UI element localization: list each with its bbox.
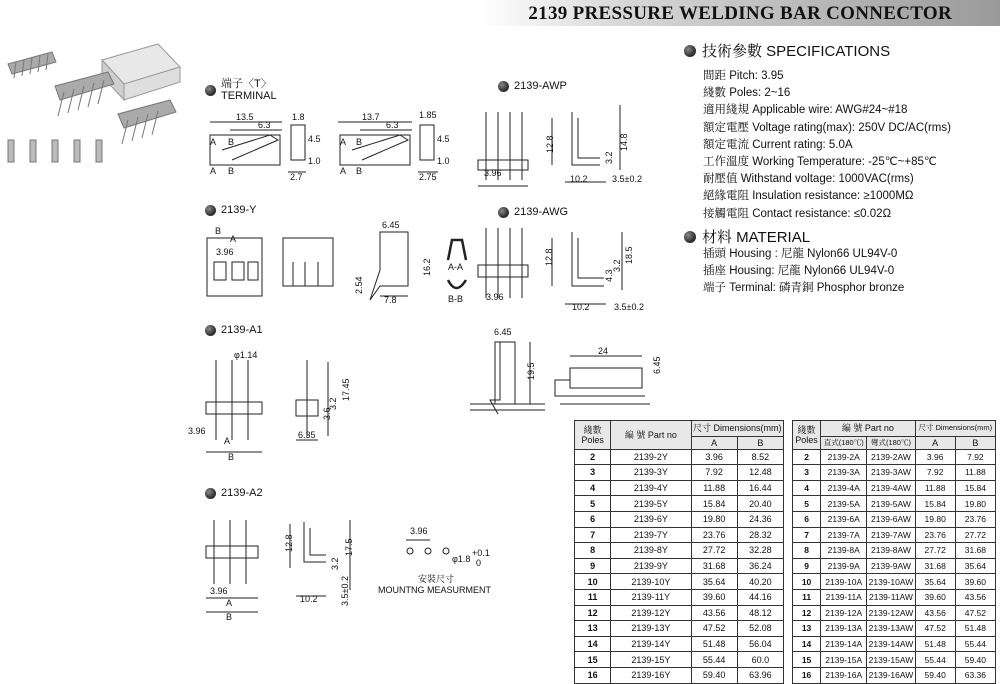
svg-text:3.96: 3.96 xyxy=(486,292,504,302)
spec-item: 間距 Pitch: 3.95 xyxy=(703,70,784,82)
spec-item: 適用綫規 Applicable wire: AWG#24~#18 xyxy=(703,104,908,117)
table-cell: 2139-14AW xyxy=(867,636,915,652)
svg-text:A: A xyxy=(340,137,347,147)
table-cell: 32.28 xyxy=(737,543,783,559)
table-cell: 23.76 xyxy=(915,527,955,543)
table-row xyxy=(793,449,996,465)
table-cell: 2139-16AW xyxy=(867,667,915,683)
table-cell: 2139-4AW xyxy=(867,480,915,496)
svg-text:6.3: 6.3 xyxy=(258,120,271,130)
table-cell: 47.52 xyxy=(691,621,737,637)
table-cell: 55.44 xyxy=(691,652,737,668)
table-cell: 27.72 xyxy=(915,543,955,559)
table-row xyxy=(575,574,784,590)
svg-text:1.8: 1.8 xyxy=(292,112,305,122)
table-row xyxy=(793,527,996,543)
material-item: 插座 Housing: 尼龍 Nylon66 UL94V-0 xyxy=(703,265,895,278)
svg-text:6.3: 6.3 xyxy=(386,120,399,130)
table-row xyxy=(575,621,784,637)
table-cell: 39.60 xyxy=(955,574,995,590)
table-cell: 51.48 xyxy=(955,621,995,637)
svg-text:17.5: 17.5 xyxy=(344,538,354,556)
table-cell: 3.96 xyxy=(915,449,955,465)
table-row xyxy=(575,589,784,605)
table-row xyxy=(575,449,784,465)
table-cell: 14 xyxy=(793,636,821,652)
svg-text:3.2: 3.2 xyxy=(604,151,614,164)
header-dim: 尺寸 Dimensions(mm) xyxy=(691,421,783,437)
table-cell: 2139-10Y xyxy=(611,574,691,590)
table-row xyxy=(575,496,784,512)
table-row xyxy=(793,496,996,512)
table-cell: 4 xyxy=(793,480,821,496)
table-cell: 35.64 xyxy=(691,574,737,590)
table-cell: 2139-10A xyxy=(821,574,867,590)
table-cell: 2139-3Y xyxy=(611,465,691,481)
svg-text:A: A xyxy=(224,436,231,446)
svg-text:B: B xyxy=(356,166,363,176)
table-cell: 43.56 xyxy=(691,605,737,621)
table-cell: 2139-13AW xyxy=(867,621,915,637)
svg-text:13.5: 13.5 xyxy=(236,112,254,122)
table-cell: 2139-2AW xyxy=(867,449,915,465)
spec-item: 額定電壓 Voltage rating(max): 250V DC/AC(rms) xyxy=(703,121,951,134)
spec-item: 綫數 Poles: 2~16 xyxy=(703,87,791,100)
table-row xyxy=(793,621,996,637)
table-row xyxy=(575,480,784,496)
svg-text:3.96: 3.96 xyxy=(188,426,206,436)
table-row xyxy=(575,465,784,481)
table-cell: 35.64 xyxy=(955,558,995,574)
header-poles: 綫數 Poles xyxy=(793,421,821,450)
table-cell: 9 xyxy=(793,558,821,574)
svg-text:4.5: 4.5 xyxy=(437,134,450,144)
table-cell: 16.44 xyxy=(737,480,783,496)
mounting-pattern xyxy=(406,540,449,554)
table-cell: 2139-13A xyxy=(821,621,867,637)
table-cell: 9 xyxy=(575,558,611,574)
svg-text:0: 0 xyxy=(476,558,482,568)
table-cell: 13 xyxy=(793,621,821,637)
table-cell: 7.92 xyxy=(691,465,737,481)
svg-text:14.8: 14.8 xyxy=(619,133,629,151)
table-cell: 2139-7A xyxy=(821,527,867,543)
table-cell: 6 xyxy=(793,511,821,527)
svg-text:+0.1: +0.1 xyxy=(472,548,490,558)
table-row xyxy=(575,511,784,527)
table-cell: 39.60 xyxy=(915,589,955,605)
svg-text:3.2: 3.2 xyxy=(612,259,622,272)
table-cell: 11.88 xyxy=(691,480,737,496)
table-cell: 24.36 xyxy=(737,511,783,527)
table-cell: 14 xyxy=(575,636,611,652)
table-cell: 11.88 xyxy=(915,480,955,496)
table-cell: 2139-15AW xyxy=(867,652,915,668)
table-cell: 16 xyxy=(793,667,821,683)
spec-item: 工作溫度 Working Temperature: -25℃~+85℃ xyxy=(703,156,937,169)
table-cell: 2139-3AW xyxy=(867,465,915,481)
table-cell: 2139-11A xyxy=(821,589,867,605)
svg-text:3.96: 3.96 xyxy=(210,586,228,596)
table-cell: 2139-13Y xyxy=(611,621,691,637)
header-dim: 尺寸 Dimensions(mm) xyxy=(915,421,995,437)
table-cell: 55.44 xyxy=(955,636,995,652)
table-cell: 11.88 xyxy=(955,465,995,481)
table-cell: 12 xyxy=(793,605,821,621)
spec-item: 接觸電阻 Contact resistance: ≤0.02Ω xyxy=(703,207,892,220)
svg-text:24: 24 xyxy=(598,346,609,356)
table-row xyxy=(793,636,996,652)
svg-text:6.45: 6.45 xyxy=(382,220,400,230)
table-cell: 2139-8Y xyxy=(611,543,691,559)
table-row xyxy=(793,652,996,668)
svg-text:18.5: 18.5 xyxy=(624,246,634,264)
bullet-icon xyxy=(684,231,696,243)
svg-text:2.7: 2.7 xyxy=(290,172,303,182)
table-cell: 63.96 xyxy=(737,667,783,683)
spec-item: 耐壓值 Withstand voltage: 1000VAC(rms) xyxy=(703,173,914,186)
table-cell: 2139-10AW xyxy=(867,574,915,590)
svg-text:B: B xyxy=(228,452,235,462)
table-cell: 36.24 xyxy=(737,558,783,574)
table-cell: 4 xyxy=(575,480,611,496)
svg-text:3.96: 3.96 xyxy=(484,168,502,178)
awg-label: 2139-AWG xyxy=(498,206,568,218)
header-b: B xyxy=(955,436,995,449)
table-cell: 15 xyxy=(793,652,821,668)
table-cell: 7 xyxy=(575,527,611,543)
table-cell: 2139-7AW xyxy=(867,527,915,543)
table-cell: 2139-6A xyxy=(821,511,867,527)
header-bent: 彎式(180℃) xyxy=(867,436,915,449)
table-row xyxy=(575,543,784,559)
table-cell: 2139-11AW xyxy=(867,589,915,605)
a2-label: 2139-A2 xyxy=(205,487,263,499)
table-cell: 27.72 xyxy=(691,543,737,559)
table-cell: 6 xyxy=(575,511,611,527)
table-cell: 2139-8AW xyxy=(867,543,915,559)
table-cell: 15.84 xyxy=(691,496,737,512)
table-row xyxy=(575,605,784,621)
table-cell: 7 xyxy=(793,527,821,543)
table-row xyxy=(793,511,996,527)
svg-text:3.5±0.2: 3.5±0.2 xyxy=(340,576,350,606)
svg-text:B: B xyxy=(228,166,235,176)
svg-text:1.0: 1.0 xyxy=(308,156,321,166)
table-cell: 59.40 xyxy=(915,667,955,683)
table-cell: 2139-4Y xyxy=(611,480,691,496)
table-cell: 35.64 xyxy=(915,574,955,590)
table-cell: 59.40 xyxy=(691,667,737,683)
table-row xyxy=(793,480,996,496)
svg-text:B: B xyxy=(215,226,222,236)
table-cell: 2139-12Y xyxy=(611,605,691,621)
header-a: A xyxy=(915,436,955,449)
header-poles: 綫數 Poles xyxy=(575,421,611,450)
table-cell: 2139-3A xyxy=(821,465,867,481)
bullet-icon xyxy=(684,45,696,57)
table-cell: 55.44 xyxy=(915,652,955,668)
specifications-heading: 技術參數 SPECIFICATIONS xyxy=(684,40,890,61)
header-part: 編 號 Part no xyxy=(821,421,915,437)
svg-text:φ1.8: φ1.8 xyxy=(452,554,471,564)
table-cell: 2139-6AW xyxy=(867,511,915,527)
svg-text:13.7: 13.7 xyxy=(362,112,380,122)
table-cell: 2139-9Y xyxy=(611,558,691,574)
table-row xyxy=(793,605,996,621)
table-cell: 16 xyxy=(575,667,611,683)
table-cell: 2 xyxy=(575,449,611,465)
svg-text:10.2: 10.2 xyxy=(300,594,318,604)
header-a: A xyxy=(691,436,737,449)
table-cell: 2139-15Y xyxy=(611,652,691,668)
table-cell: 2139-5A xyxy=(821,496,867,512)
table-cell: 11 xyxy=(793,589,821,605)
page-title: 2139 PRESSURE WELDING BAR CONNECTOR xyxy=(528,3,952,24)
table-cell: 8 xyxy=(793,543,821,559)
table-cell: 2139-4A xyxy=(821,480,867,496)
table-cell: 23.76 xyxy=(955,511,995,527)
table-cell: 2139-16A xyxy=(821,667,867,683)
table-cell: 5 xyxy=(575,496,611,512)
svg-text:A-A: A-A xyxy=(448,262,464,272)
table-cell: 60.0 xyxy=(737,652,783,668)
svg-text:2.75: 2.75 xyxy=(419,172,437,182)
svg-text:4.3: 4.3 xyxy=(604,269,614,282)
table-cell: 7.92 xyxy=(955,449,995,465)
bullet-icon xyxy=(205,488,216,499)
table-cell: 47.52 xyxy=(955,605,995,621)
svg-text:4.5: 4.5 xyxy=(308,134,321,144)
svg-text:12.8: 12.8 xyxy=(284,534,294,552)
y-label: 2139-Y xyxy=(205,204,256,216)
table-cell: 63.36 xyxy=(955,667,995,683)
table-cell: 2139-11Y xyxy=(611,589,691,605)
table-cell: 2139-5Y xyxy=(611,496,691,512)
svg-text:A: A xyxy=(226,598,233,608)
table-cell: 8 xyxy=(575,543,611,559)
spec-item: 額定電流 Current rating: 5.0A xyxy=(703,138,853,151)
table-cell: 2139-16Y xyxy=(611,667,691,683)
svg-text:17.45: 17.45 xyxy=(341,378,351,401)
table-cell: 2139-9AW xyxy=(867,558,915,574)
header-part: 編 號 Part no xyxy=(611,421,691,450)
table-cell: 2139-12A xyxy=(821,605,867,621)
table-row xyxy=(575,558,784,574)
svg-text:2.54: 2.54 xyxy=(354,276,364,294)
table-cell: 15.84 xyxy=(915,496,955,512)
svg-text:10.2: 10.2 xyxy=(572,302,590,312)
table-cell: 2139-12AW xyxy=(867,605,915,621)
table-cell: 56.04 xyxy=(737,636,783,652)
table-row xyxy=(575,652,784,668)
table-cell: 19.80 xyxy=(955,496,995,512)
table-cell: 12 xyxy=(575,605,611,621)
table-cell: 10 xyxy=(793,574,821,590)
svg-text:3.5±0.2: 3.5±0.2 xyxy=(614,302,644,312)
bullet-icon xyxy=(205,325,216,336)
svg-text:A: A xyxy=(340,166,347,176)
svg-text:3.96: 3.96 xyxy=(216,247,234,257)
terminal-label xyxy=(205,78,277,102)
svg-text:A: A xyxy=(230,234,237,244)
table-cell: 2 xyxy=(793,449,821,465)
svg-text:安裝尺寸: 安裝尺寸 xyxy=(418,574,455,584)
svg-text:φ1.14: φ1.14 xyxy=(234,350,258,360)
table-row xyxy=(793,465,996,481)
svg-text:1.0: 1.0 xyxy=(437,156,450,166)
table-row xyxy=(793,667,996,683)
svg-text:3.5±0.2: 3.5±0.2 xyxy=(612,174,642,184)
table-cell: 2139-5AW xyxy=(867,496,915,512)
svg-text:12.8: 12.8 xyxy=(544,248,554,266)
svg-text:12.8: 12.8 xyxy=(545,135,555,153)
svg-text:3.2: 3.2 xyxy=(330,557,340,570)
table-cell: 31.68 xyxy=(915,558,955,574)
table-cell: 2139-6Y xyxy=(611,511,691,527)
table-cell: 31.68 xyxy=(691,558,737,574)
pcb-mount-drawing xyxy=(470,342,650,414)
header-straight: 直式(180℃) xyxy=(821,436,867,449)
awp-label: 2139-AWP xyxy=(498,80,567,92)
bullet-icon xyxy=(205,205,216,216)
table-cell: 2139-2Y xyxy=(611,449,691,465)
svg-text:7.8: 7.8 xyxy=(384,295,397,305)
table-cell: 15.84 xyxy=(955,480,995,496)
table-cell: 51.48 xyxy=(691,636,737,652)
terminal-label-cn: 端子〈T〉 xyxy=(221,78,272,90)
table-cell: 47.52 xyxy=(915,621,955,637)
table-cell: 59.40 xyxy=(955,652,995,668)
svg-text:B-B: B-B xyxy=(448,294,464,304)
svg-text:A: A xyxy=(210,166,217,176)
bullet-icon xyxy=(498,81,509,92)
table-cell: 52.08 xyxy=(737,621,783,637)
material-item: 端子 Terminal: 磷青銅 Phosphor bronze xyxy=(703,282,905,295)
table-row xyxy=(575,667,784,683)
svg-text:B: B xyxy=(226,612,233,622)
table-cell: 2139-15A xyxy=(821,652,867,668)
dimensions-table-a xyxy=(792,420,996,684)
svg-text:6.35: 6.35 xyxy=(298,430,316,440)
svg-text:6.45: 6.45 xyxy=(494,327,512,337)
table-cell: 2139-7Y xyxy=(611,527,691,543)
svg-text:16.2: 16.2 xyxy=(422,258,432,276)
table-row xyxy=(793,543,996,559)
svg-text:B: B xyxy=(228,137,235,147)
svg-text:1.85: 1.85 xyxy=(419,110,437,120)
spec-item: 絕緣電阻 Insulation resistance: ≥1000MΩ xyxy=(703,190,914,203)
material-heading: 材料 MATERIAL xyxy=(684,226,810,247)
table-cell: 2139-2A xyxy=(821,449,867,465)
bullet-icon xyxy=(498,207,509,218)
table-row xyxy=(793,574,996,590)
table-cell: 2139-14A xyxy=(821,636,867,652)
table-cell: 19.80 xyxy=(915,511,955,527)
table-cell: 2139-14Y xyxy=(611,636,691,652)
svg-text:B: B xyxy=(356,137,363,147)
table-cell: 5 xyxy=(793,496,821,512)
table-cell: 23.76 xyxy=(691,527,737,543)
table-cell: 8.52 xyxy=(737,449,783,465)
bullet-icon xyxy=(205,85,216,96)
material-item: 插頭 Housing : 尼龍 Nylon66 UL94V-0 xyxy=(703,248,898,260)
table-cell: 13 xyxy=(575,621,611,637)
table-cell: 40.20 xyxy=(737,574,783,590)
specifications-list xyxy=(703,68,951,223)
table-row xyxy=(575,636,784,652)
table-cell: 11 xyxy=(575,589,611,605)
table-cell: 28.32 xyxy=(737,527,783,543)
table-cell: 12.48 xyxy=(737,465,783,481)
table-cell: 31.68 xyxy=(955,543,995,559)
table-cell: 48.12 xyxy=(737,605,783,621)
table-cell: 43.56 xyxy=(915,605,955,621)
material-list xyxy=(703,246,904,298)
svg-text:10.2: 10.2 xyxy=(570,174,588,184)
svg-text:3.2: 3.2 xyxy=(328,397,338,410)
table-row xyxy=(575,527,784,543)
table-cell: 15 xyxy=(575,652,611,668)
table-cell: 27.72 xyxy=(955,527,995,543)
table-row xyxy=(793,558,996,574)
svg-text:19.5: 19.5 xyxy=(526,362,536,380)
svg-text:6.45: 6.45 xyxy=(652,356,662,374)
svg-text:3.6: 3.6 xyxy=(322,407,332,420)
svg-text:3.96: 3.96 xyxy=(410,526,428,536)
table-cell: 44.16 xyxy=(737,589,783,605)
table-cell: 3 xyxy=(575,465,611,481)
table-cell: 3.96 xyxy=(691,449,737,465)
table-cell: 2139-9A xyxy=(821,558,867,574)
svg-text:MOUNTNG MEASURMENT: MOUNTNG MEASURMENT xyxy=(378,585,491,595)
header-b: B xyxy=(737,436,783,449)
table-cell: 39.60 xyxy=(691,589,737,605)
a1-label: 2139-A1 xyxy=(205,324,263,336)
table-cell: 3 xyxy=(793,465,821,481)
table-cell: 7.92 xyxy=(915,465,955,481)
table-cell: 2139-8A xyxy=(821,543,867,559)
terminal-label-en: TERMINAL xyxy=(221,90,277,102)
dimensions-table-y xyxy=(574,420,784,684)
table-cell: 19.80 xyxy=(691,511,737,527)
table-cell: 10 xyxy=(575,574,611,590)
table-cell: 43.56 xyxy=(955,589,995,605)
table-cell: 20.40 xyxy=(737,496,783,512)
svg-text:A: A xyxy=(210,137,217,147)
table-row xyxy=(793,589,996,605)
table-cell: 51.48 xyxy=(915,636,955,652)
